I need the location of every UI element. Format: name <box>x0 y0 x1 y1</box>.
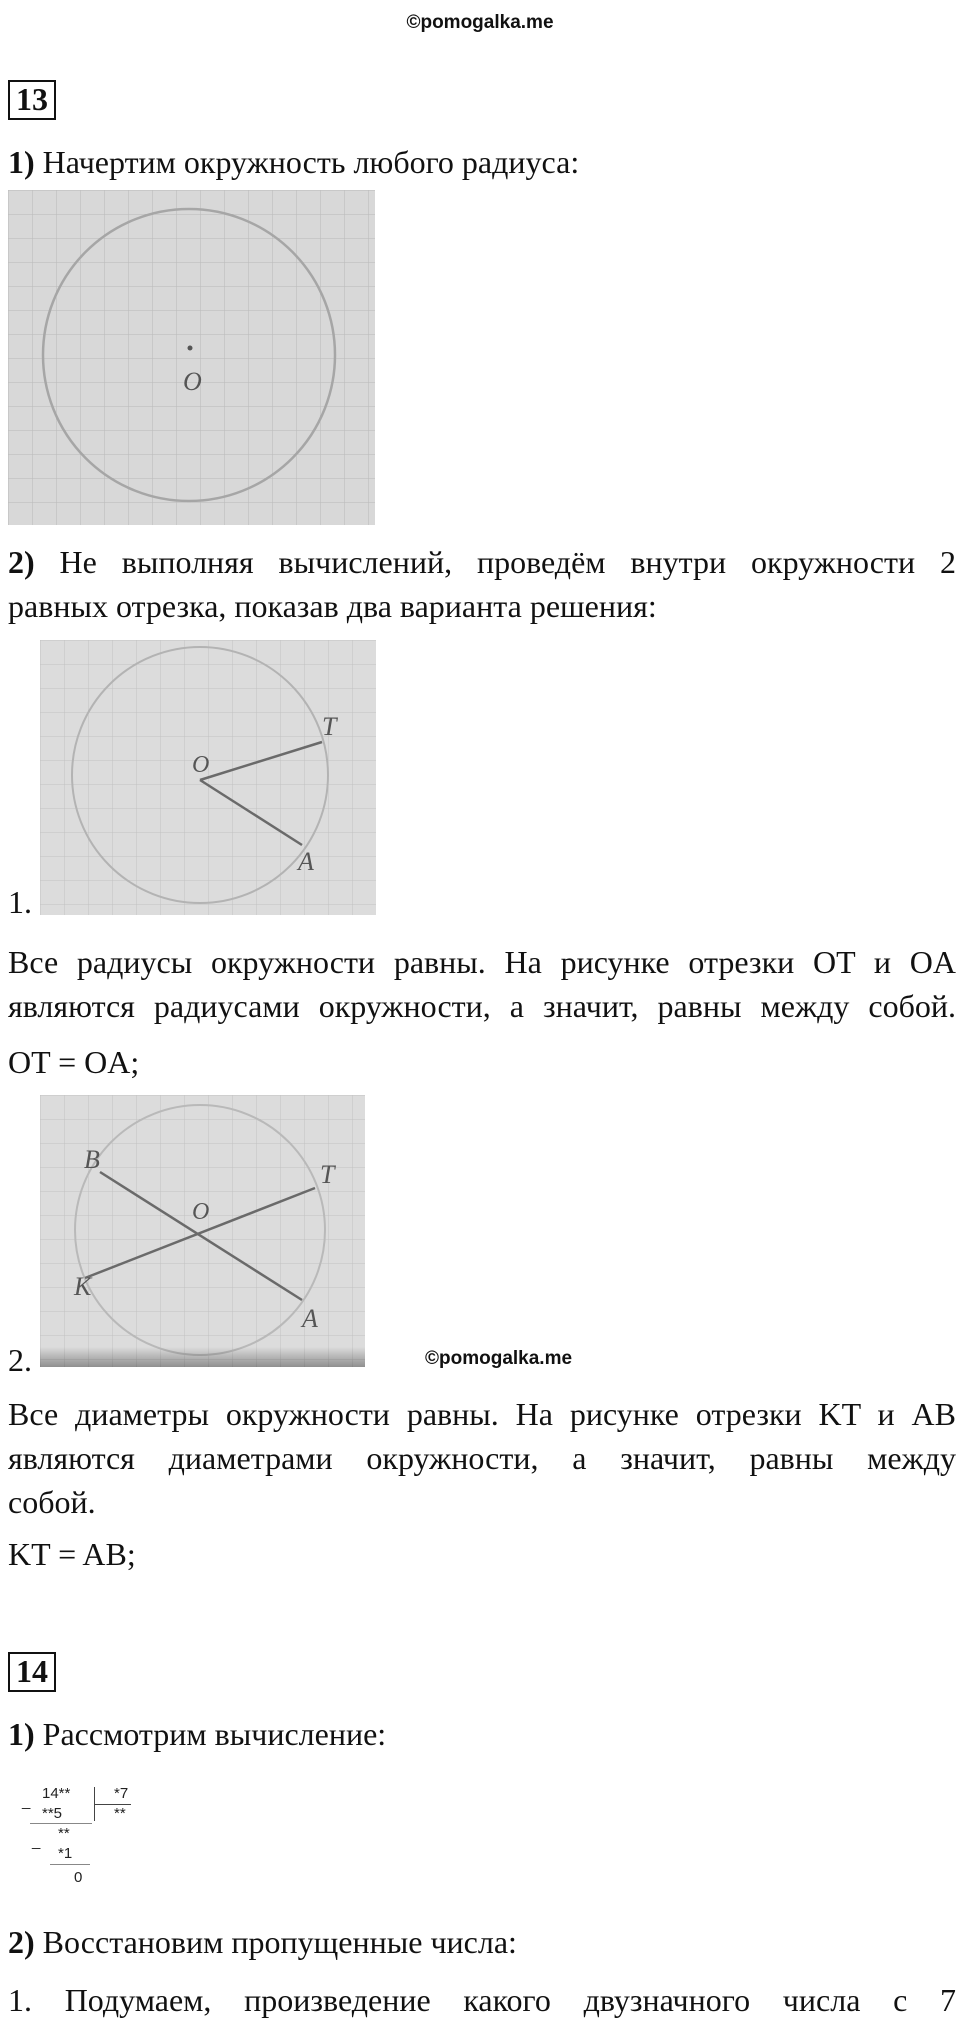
figure-diameters-photo <box>40 1095 365 1367</box>
task-13-step-1 <box>8 140 579 184</box>
task-13-step-2 <box>8 540 956 628</box>
case-1-equation: OT = OA; <box>8 1044 140 1080</box>
step-1-text: Начертим окружность любого радиуса: <box>34 144 580 180</box>
figure-diameters-svg <box>40 1095 365 1367</box>
case-2-line-3: собой. <box>8 1484 96 1520</box>
case-1-line-2: являются радиусами окружности, а значит, равны между собой. <box>8 988 956 1024</box>
watermark-mid: ©pomogalka.me <box>425 1348 573 1369</box>
step-1-label: 1) <box>8 144 35 180</box>
step-2-text: Восстановим пропущенные числа: <box>34 1924 517 1960</box>
case-1-marker: 1. <box>8 884 32 920</box>
label-t: T <box>320 1160 335 1189</box>
remainder: ** <box>58 1825 70 1842</box>
watermark-top: ©pomogalka.me <box>406 12 554 33</box>
case-1-explanation <box>8 940 956 1028</box>
task-14-step-2 <box>8 1920 517 1964</box>
step-2-label: 2) <box>8 1924 35 1960</box>
figure-circle-svg <box>8 190 375 525</box>
dividend: 14** <box>42 1785 71 1802</box>
case-2-line-2: являются диаметрами окружности, а значит, равны между <box>8 1440 956 1476</box>
label-a: A <box>298 847 314 876</box>
label-o: O <box>192 752 210 778</box>
second-subtrahend: *1 <box>58 1845 73 1862</box>
center-label: O <box>183 367 202 396</box>
task-14-item-1: 1. Подумаем, произведение какого двузначного числа с 7 <box>8 1982 956 2018</box>
underline-2 <box>50 1864 90 1865</box>
label-k: K <box>74 1272 92 1301</box>
minus-sign-2: _ <box>32 1833 41 1850</box>
case-2-explanation <box>8 1392 956 1524</box>
label-a: A <box>302 1304 318 1333</box>
case-2-line-1: Все диаметры окружности равны. На рисунке отрезки KT и AB <box>8 1396 956 1432</box>
step-2-line-2: равных отрезка, показав два варианта решения: <box>8 588 657 624</box>
label-b: B <box>84 1145 100 1174</box>
task-14-step-1 <box>8 1712 386 1756</box>
figure-radii-svg <box>40 640 376 915</box>
final-result: 0 <box>74 1869 83 1886</box>
label-o: O <box>192 1199 210 1225</box>
step-2-line-1 <box>8 540 956 584</box>
divisor: *7 <box>114 1785 129 1802</box>
step-1-label: 1) <box>8 1716 35 1752</box>
quotient: ** <box>114 1805 126 1822</box>
case-2-equation: KT = AB; <box>8 1536 136 1572</box>
center-point <box>188 346 193 351</box>
step-2-label: 2) <box>8 544 35 580</box>
step-1-text: Рассмотрим вычисление: <box>34 1716 387 1752</box>
figure-circle-photo <box>8 190 375 525</box>
task-13-number: 13 <box>8 80 56 120</box>
first-subtrahend: **5 <box>42 1805 63 1822</box>
case-1-line-1: Все радиусы окружности равны. На рисунке отрезки OT и OA <box>8 944 956 980</box>
underline-1 <box>30 1823 92 1824</box>
task-14-number: 14 <box>8 1652 56 1692</box>
figure-radii-photo <box>40 640 376 915</box>
case-2-marker: 2. <box>8 1342 32 1378</box>
minus-sign-1: _ <box>22 1793 31 1810</box>
label-t: T <box>322 712 337 741</box>
long-division <box>18 1785 158 1905</box>
step-2-text-1: Не выполняя вычислений, проведём внутри окружности 2 <box>34 544 956 580</box>
